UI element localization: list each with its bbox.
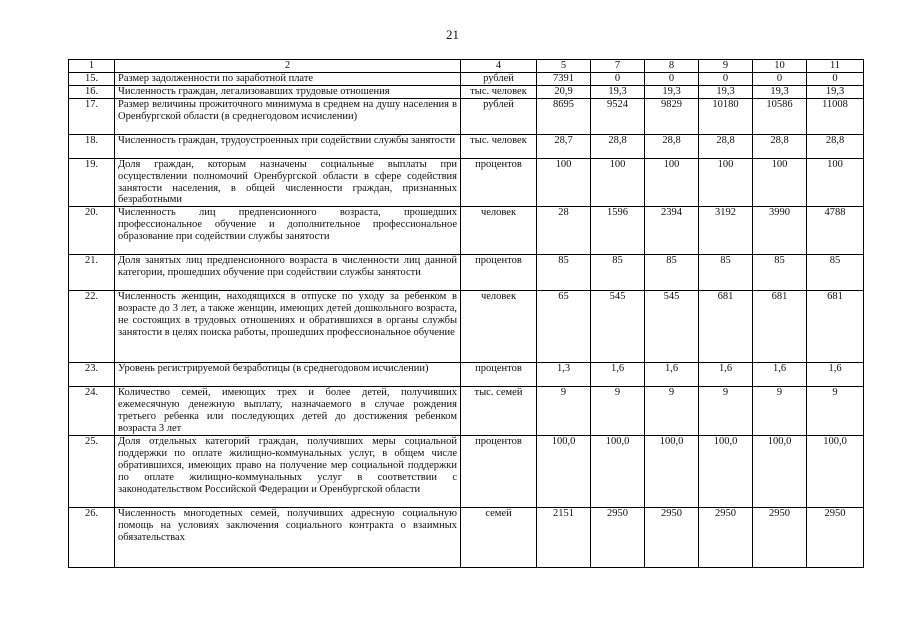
table-row (69, 98, 864, 134)
value-cell: 19,3 (807, 85, 864, 98)
value-cell: 100,0 (753, 435, 807, 507)
table-row (69, 255, 864, 291)
unit-cell: процентов (461, 255, 537, 291)
value-cell: 2950 (645, 507, 699, 567)
indicator-name: Численность женщин, находящихся в отпуске по уходу за ребенком в возрасте до 3 лет, а также женщин, имеющих детей дошкольного возраста, не состоящих в трудовых отношениях и обратившихся в органы службы занятости в целях поиска работы, прошедших профессиональное обучение (115, 291, 461, 363)
value-cell: 0 (807, 72, 864, 85)
value-cell: 28,8 (753, 134, 807, 158)
value-cell: 3192 (699, 207, 753, 255)
header-cell: 5 (537, 60, 591, 73)
unit-cell: рублей (461, 72, 537, 85)
table-row (69, 72, 864, 85)
value-cell: 100,0 (537, 435, 591, 507)
unit-cell: рублей (461, 98, 537, 134)
indicator-name: Доля отдельных категорий граждан, получивших меры социальной поддержки по оплате жилищно-коммунальных услуг, в общем числе обратившихся, имеющих право на получение мер социальной поддержки по оплате жилищно-коммунальных услуг в соответствии с законодательством Российской Федерации и Оренбургской области (115, 435, 461, 507)
value-cell: 28,8 (807, 134, 864, 158)
table-row (69, 387, 864, 436)
value-cell: 20,9 (537, 85, 591, 98)
value-cell: 100,0 (591, 435, 645, 507)
page-number: 21 (446, 27, 459, 42)
value-cell: 8695 (537, 98, 591, 134)
unit-cell: тыс. человек (461, 85, 537, 98)
table-header-row (69, 60, 864, 73)
indicator-name: Численность граждан, трудоустроенных при содействии службы занятости (115, 134, 461, 158)
value-cell: 681 (753, 291, 807, 363)
unit-cell: семей (461, 507, 537, 567)
value-cell: 65 (537, 291, 591, 363)
row-number: 22. (69, 291, 115, 363)
value-cell: 2151 (537, 507, 591, 567)
value-cell: 28,8 (645, 134, 699, 158)
header-cell: 2 (115, 60, 461, 73)
value-cell: 100 (807, 158, 864, 207)
table-row (69, 134, 864, 158)
header-cell: 8 (645, 60, 699, 73)
unit-cell: процентов (461, 158, 537, 207)
table-row (69, 435, 864, 507)
header-cell: 11 (807, 60, 864, 73)
value-cell: 681 (699, 291, 753, 363)
value-cell: 19,3 (645, 85, 699, 98)
row-number: 25. (69, 435, 115, 507)
row-number: 20. (69, 207, 115, 255)
value-cell: 9 (699, 387, 753, 436)
value-cell: 85 (591, 255, 645, 291)
value-cell: 1,6 (645, 363, 699, 387)
indicators-table (68, 59, 864, 568)
header-cell: 10 (753, 60, 807, 73)
row-number: 21. (69, 255, 115, 291)
value-cell: 681 (807, 291, 864, 363)
unit-cell: человек (461, 291, 537, 363)
indicator-name: Размер величины прожиточного минимума в среднем на душу населения в Оренбургской области (в среднегодовом исчислении) (115, 98, 461, 134)
indicator-name: Доля занятых лиц предпенсионного возраста в численности лиц данной категории, прошедших обучение при содействии службы занятости (115, 255, 461, 291)
table-row (69, 291, 864, 363)
value-cell: 9 (807, 387, 864, 436)
value-cell: 0 (591, 72, 645, 85)
value-cell: 2950 (807, 507, 864, 567)
value-cell: 2950 (699, 507, 753, 567)
value-cell: 19,3 (699, 85, 753, 98)
indicator-name: Численность многодетных семей, получивших адресную социальную помощь на условиях заключения социального контракта о взаимных обязательствах (115, 507, 461, 567)
indicator-name: Размер задолженности по заработной плате (115, 72, 461, 85)
unit-cell: тыс. человек (461, 134, 537, 158)
value-cell: 85 (753, 255, 807, 291)
value-cell: 100 (699, 158, 753, 207)
value-cell: 1596 (591, 207, 645, 255)
value-cell: 10586 (753, 98, 807, 134)
value-cell: 2950 (591, 507, 645, 567)
value-cell: 9 (537, 387, 591, 436)
value-cell: 85 (807, 255, 864, 291)
row-number: 16. (69, 85, 115, 98)
indicator-name: Количество семей, имеющих трех и более детей, получивших ежемесячную денежную выплату, назначаемого в случае рождения третьего ребенка или последующих детей до достижения ребенком возраста 3 лет (115, 387, 461, 436)
header-cell: 1 (69, 60, 115, 73)
table-row (69, 207, 864, 255)
header-cell: 4 (461, 60, 537, 73)
header-cell: 7 (591, 60, 645, 73)
value-cell: 28 (537, 207, 591, 255)
indicator-name: Численность граждан, легализовавших трудовые отношения (115, 85, 461, 98)
value-cell: 4788 (807, 207, 864, 255)
row-number: 18. (69, 134, 115, 158)
row-number: 15. (69, 72, 115, 85)
value-cell: 11008 (807, 98, 864, 134)
row-number: 23. (69, 363, 115, 387)
table-row (69, 507, 864, 567)
value-cell: 545 (591, 291, 645, 363)
indicator-name: Доля граждан, которым назначены социальные выплаты при осуществлении полномочий Оренбургской области в сфере содействия занятости населения, в общей численности граждан, признанных безработными (115, 158, 461, 207)
table-row (69, 363, 864, 387)
value-cell: 1,3 (537, 363, 591, 387)
value-cell: 100,0 (807, 435, 864, 507)
unit-cell: процентов (461, 363, 537, 387)
value-cell: 1,6 (753, 363, 807, 387)
value-cell: 9829 (645, 98, 699, 134)
value-cell: 545 (645, 291, 699, 363)
unit-cell: человек (461, 207, 537, 255)
value-cell: 0 (699, 72, 753, 85)
row-number: 24. (69, 387, 115, 436)
value-cell: 1,6 (699, 363, 753, 387)
value-cell: 85 (699, 255, 753, 291)
row-number: 19. (69, 158, 115, 207)
header-cell: 9 (699, 60, 753, 73)
row-number: 17. (69, 98, 115, 134)
value-cell: 85 (537, 255, 591, 291)
value-cell: 0 (753, 72, 807, 85)
value-cell: 28,8 (699, 134, 753, 158)
unit-cell: процентов (461, 435, 537, 507)
value-cell: 19,3 (591, 85, 645, 98)
value-cell: 19,3 (753, 85, 807, 98)
table-body (69, 60, 864, 568)
value-cell: 9 (591, 387, 645, 436)
table-row (69, 85, 864, 98)
value-cell: 100 (537, 158, 591, 207)
unit-cell: тыс. семей (461, 387, 537, 436)
value-cell: 100 (591, 158, 645, 207)
value-cell: 100 (645, 158, 699, 207)
value-cell: 9 (645, 387, 699, 436)
value-cell: 1,6 (807, 363, 864, 387)
value-cell: 2394 (645, 207, 699, 255)
value-cell: 100,0 (645, 435, 699, 507)
table-row (69, 158, 864, 207)
row-number: 26. (69, 507, 115, 567)
indicator-name: Численность лиц предпенсионного возраста, прошедших профессиональное обучение и дополнительное профессиональное образование при содействии службы занятости (115, 207, 461, 255)
value-cell: 85 (645, 255, 699, 291)
value-cell: 0 (645, 72, 699, 85)
indicator-name: Уровень регистрируемой безработицы (в среднегодовом исчислении) (115, 363, 461, 387)
value-cell: 100 (753, 158, 807, 207)
value-cell: 7391 (537, 72, 591, 85)
value-cell: 3990 (753, 207, 807, 255)
value-cell: 10180 (699, 98, 753, 134)
value-cell: 28,8 (591, 134, 645, 158)
value-cell: 100,0 (699, 435, 753, 507)
value-cell: 9 (753, 387, 807, 436)
value-cell: 1,6 (591, 363, 645, 387)
value-cell: 28,7 (537, 134, 591, 158)
value-cell: 2950 (753, 507, 807, 567)
value-cell: 9524 (591, 98, 645, 134)
